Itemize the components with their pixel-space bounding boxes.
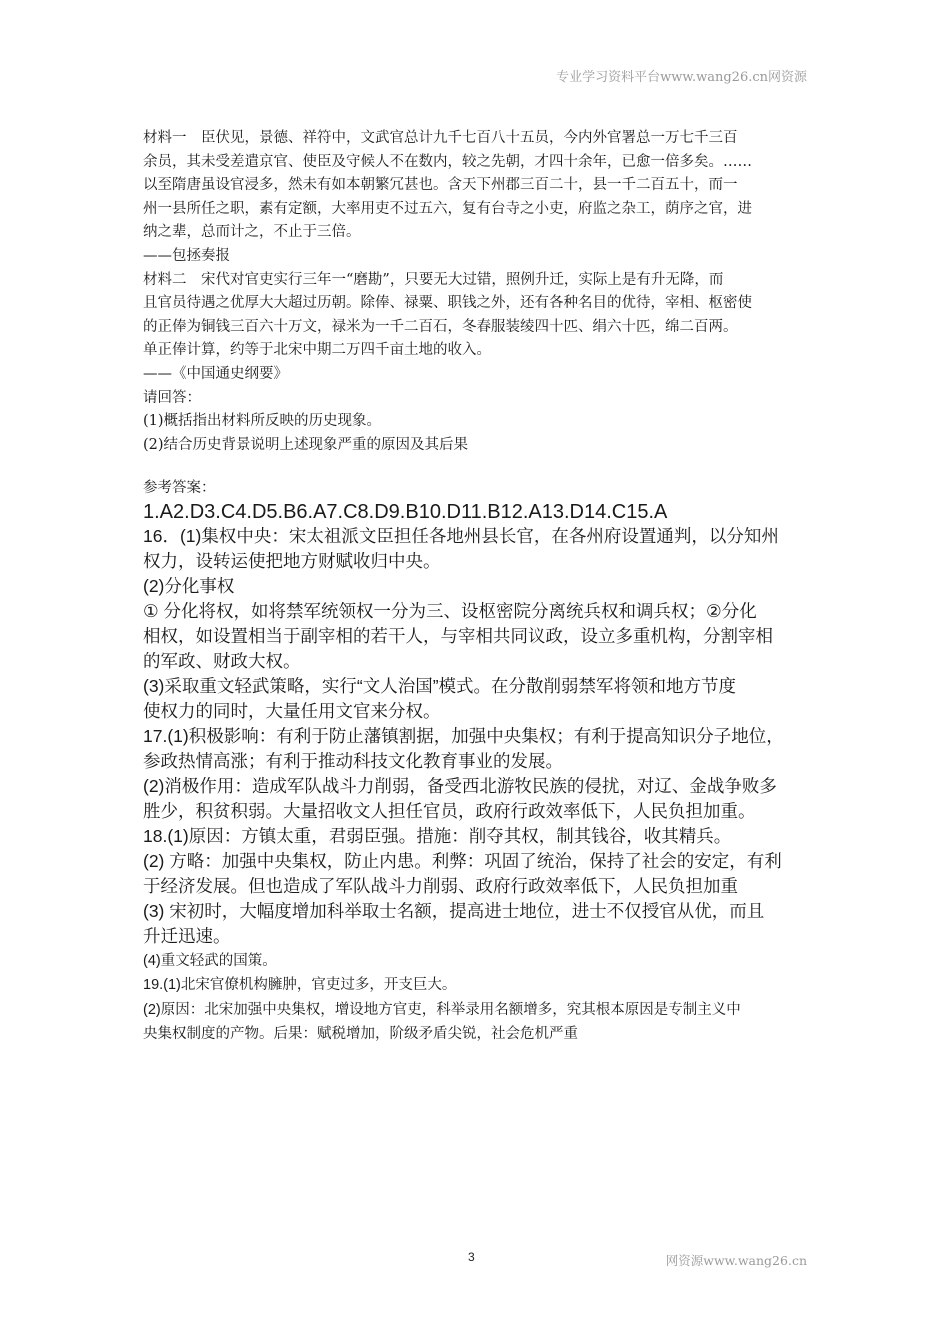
choice-answers: 1.A2.D3.C4.D5.B6.A7.C8.D9.B10.D11.B12.A13.D14.C15.A [143, 500, 668, 523]
material-one-line: 纳之辈，总而计之，不止于三倍。 [143, 224, 361, 241]
answer-16-line: 的军政、财政大权。 [143, 650, 301, 671]
answer-16-line: 相权，如设置相当于副宰相的若干人，与宰相共同议政，设立多重机构，分割宰相 [143, 625, 773, 646]
answer-19-line: (2)原因：北宋加强中央集权，增设地方官吏，科举录用名额增多，究其根本原因是专制主义中 [143, 1001, 741, 1018]
header-watermark: 专业学习资料平台www.wang26.cn网资源 [556, 70, 807, 85]
answer-19-line: 央集权制度的产物。后果：赋税增加，阶级矛盾尖锐，社会危机严重 [143, 1026, 578, 1043]
answer-16-line: 使权力的同时，大量任用文官来分权。 [143, 700, 441, 721]
material-two-line: 且官员待遇之优厚大大超过历朝。除俸、禄粟、职钱之外，还有各种名目的优待，宰相、枢密使 [143, 295, 752, 312]
answer-19-line: 19.(1)北宋官僚机构臃肿，官吏过多，开支巨大。 [143, 977, 457, 994]
page-number: 3 [468, 1250, 475, 1264]
question-prompt: 请回答： [143, 389, 201, 406]
answer-title: 参考答案： [143, 480, 216, 497]
answer-16-line: ① 分化将权，如将禁军统领权一分为三、设枢密院分离统兵权和调兵权；②分化 [143, 600, 757, 621]
answer-17-line: 胜少，积贫积弱。大量招收文人担任官员，政府行政效率低下，人民负担加重。 [143, 800, 756, 821]
spacer [143, 457, 813, 477]
answer-18-line: (3) 宋初时，大幅度增加科举取士名额，提高进士地位，进士不仅授官从优，而且 [143, 900, 765, 921]
question-2: (2)结合历史背景说明上述现象严重的原因及其后果 [143, 436, 469, 453]
material-two-line: 的正俸为铜钱三百六十万文，禄米为一千二百石，冬春服装绫四十匹、绢六十匹，绵二百两。 [143, 318, 738, 335]
answer-16-line: 16．(1)集权中央：宋太祖派文臣担任各地州县长官，在各州府设置通判，以分知州 [143, 525, 779, 546]
material-one-line: 以至隋唐虽设官浸多，然未有如本朝繁冗甚也。含天下州郡三百二十，县一千二百五十，而一 [143, 177, 738, 194]
material-one-line: 余员，其未受差遣京官、使臣及守候人不在数内，较之先朝，才四十余年，已愈一倍多矣。…… [143, 153, 752, 170]
material-one-source: ——包拯奏报 [143, 247, 230, 264]
material-two-line: 单正俸计算，约等于北宋中期二万四千亩土地的收入。 [143, 342, 491, 359]
answer-16-line: (3)采取重文轻武策略，实行“文人治国”模式。在分散削弱禁军将领和地方节度 [143, 675, 737, 696]
footer-watermark: 网资源www.wang26.cn [665, 1253, 807, 1268]
questions [143, 387, 813, 458]
question-1: (1)概括指出材料所反映的历史现象。 [143, 413, 382, 430]
document-body [143, 127, 813, 1047]
answer-18-line: 升迁迅速。 [143, 925, 231, 946]
answer-18-4: (4)重文轻武的国策。 [143, 952, 277, 969]
material-two-source: ——《中国通史纲要》 [143, 365, 288, 382]
material-two [143, 269, 813, 387]
answer-18-line: 于经济发展。但也造成了军队战斗力削弱、政府行政效率低下，人民负担加重 [143, 875, 738, 896]
material-one-line: 州一县所任之职，素有定额，大率用吏不过五六，复有台寺之小吏，府监之杂工，荫序之官，进 [143, 200, 752, 217]
material-two-line: 材料二 宋代对官吏实行三年一“磨勘”，只要无大过错，照例升迁，实际上是有升无降，而 [143, 271, 724, 288]
material-one [143, 127, 813, 269]
answer-18-line: 18.(1)原因：方镇太重，君弱臣强。措施：削夺其权，制其钱谷，收其精兵。 [143, 825, 732, 846]
answer-16-line: 权力，设转运使把地方财赋收归中央。 [143, 550, 441, 571]
answer-17-line: 17.(1)积极影响：有利于防止藩镇割据，加强中央集权；有利于提高知识分子地位， [143, 725, 784, 746]
answer-17-line: 参政热情高涨；有利于推动科技文化教育事业的发展。 [143, 750, 563, 771]
answer-18-line: (2) 方略：加强中央集权，防止内患。利弊：巩固了统治，保持了社会的安定，有利 [143, 850, 782, 871]
answer-17-line: (2)消极作用：造成军队战斗力削弱，备受西北游牧民族的侵扰，对辽、金战争败多 [143, 775, 777, 796]
answer-16-line: (2)分化事权 [143, 575, 235, 596]
material-one-line: 材料一 臣伏见，景德、祥符中，文武官总计九千七百八十五员，今内外官署总一万七千三百 [143, 130, 738, 146]
answer-section [143, 477, 813, 1047]
